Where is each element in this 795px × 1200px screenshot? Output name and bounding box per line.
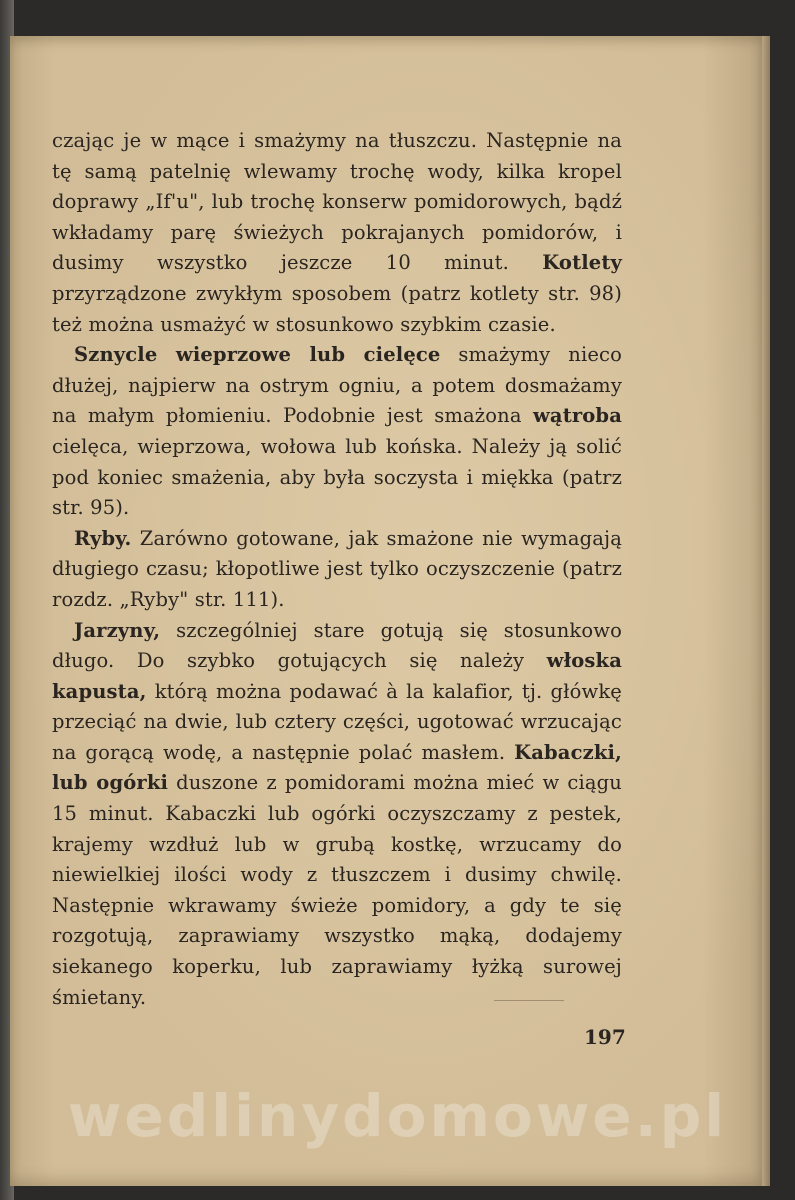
page-number: 197 [584,1025,626,1049]
text-run: przyrządzone zwykłym sposobem (patrz kotlety str. 98) też można usmażyć w stosunkowo szybkim czasie. [52,281,622,336]
text-run: szczególniej stare gotują się stosunkowo długo. Do szybko gotujących się należy [52,618,622,673]
body-text [52,126,622,1013]
end-rule [494,1000,564,1001]
bold-term: włoska kapusta, [52,649,622,703]
text-run: duszone z pomidorami można mieć w ciągu 15 minut. Kabaczki lub ogórki oczyszczamy z pestek, krajemy wzdłuż lub w grubą kostkę, wrzucamy do niewielkiej ilości wody z tłuszczem i dusimy chwilę. Następnie wkrawamy świeże pomidory, a gdy te się rozgotują, zaprawiamy wszystko mąką, dodajemy siekanego koperku, lub zaprawiamy łyżką surowej śmietany. [52,771,622,1009]
page-edge [762,36,770,1186]
text-run: cielęca, wieprzowa, wołowa lub końska. Należy ją solić pod koniec smażenia, aby była soczysta i miękka (patrz str. 95). [52,434,622,520]
paragraph-3 [52,524,622,616]
bold-term: Sznycle wieprzowe lub cielęce [74,343,441,367]
bold-term: Kotlety [542,251,622,275]
text-run: którą można podawać à la kalafior, tj. główkę przeciąć na dwie, lub cztery części, ugotować wrzucając na gorącą wodę, a następnie polać masłem. [52,679,622,764]
text-run: czając je w mące i smażymy na tłuszczu. Następnie na tę samą patelnię wlewamy trochę wody, kilka kropel doprawy „If'u", lub trochę konserw pomidorowych, bądź wkładamy parę świeżych pokrajanych pomidorów, i dusimy wszystko jeszcze 10 minut. [52,129,622,275]
bold-term: Kabaczki, lub ogórki [52,740,622,795]
bold-term: Ryby. [74,526,132,550]
paragraph-4 [52,616,622,1014]
bold-term: wątroba [532,404,622,428]
paragraph-2 [52,340,622,524]
text-run: smażymy nieco dłużej, najpierw na ostrym ogniu, a potem dosmażamy na małym płomieniu. Podobnie jest smażona [52,343,622,428]
watermark: wedlinydomowe.pl [67,1082,728,1150]
bold-term: Jarzyny, [74,618,161,642]
text-run: Zarówno gotowane, jak smażone nie wymagają długiego czasu; kłopotliwe jest tylko oczyszczenie (patrz rozdz. „Ryby" str. 111). [52,526,622,611]
paragraph-1 [52,126,622,340]
